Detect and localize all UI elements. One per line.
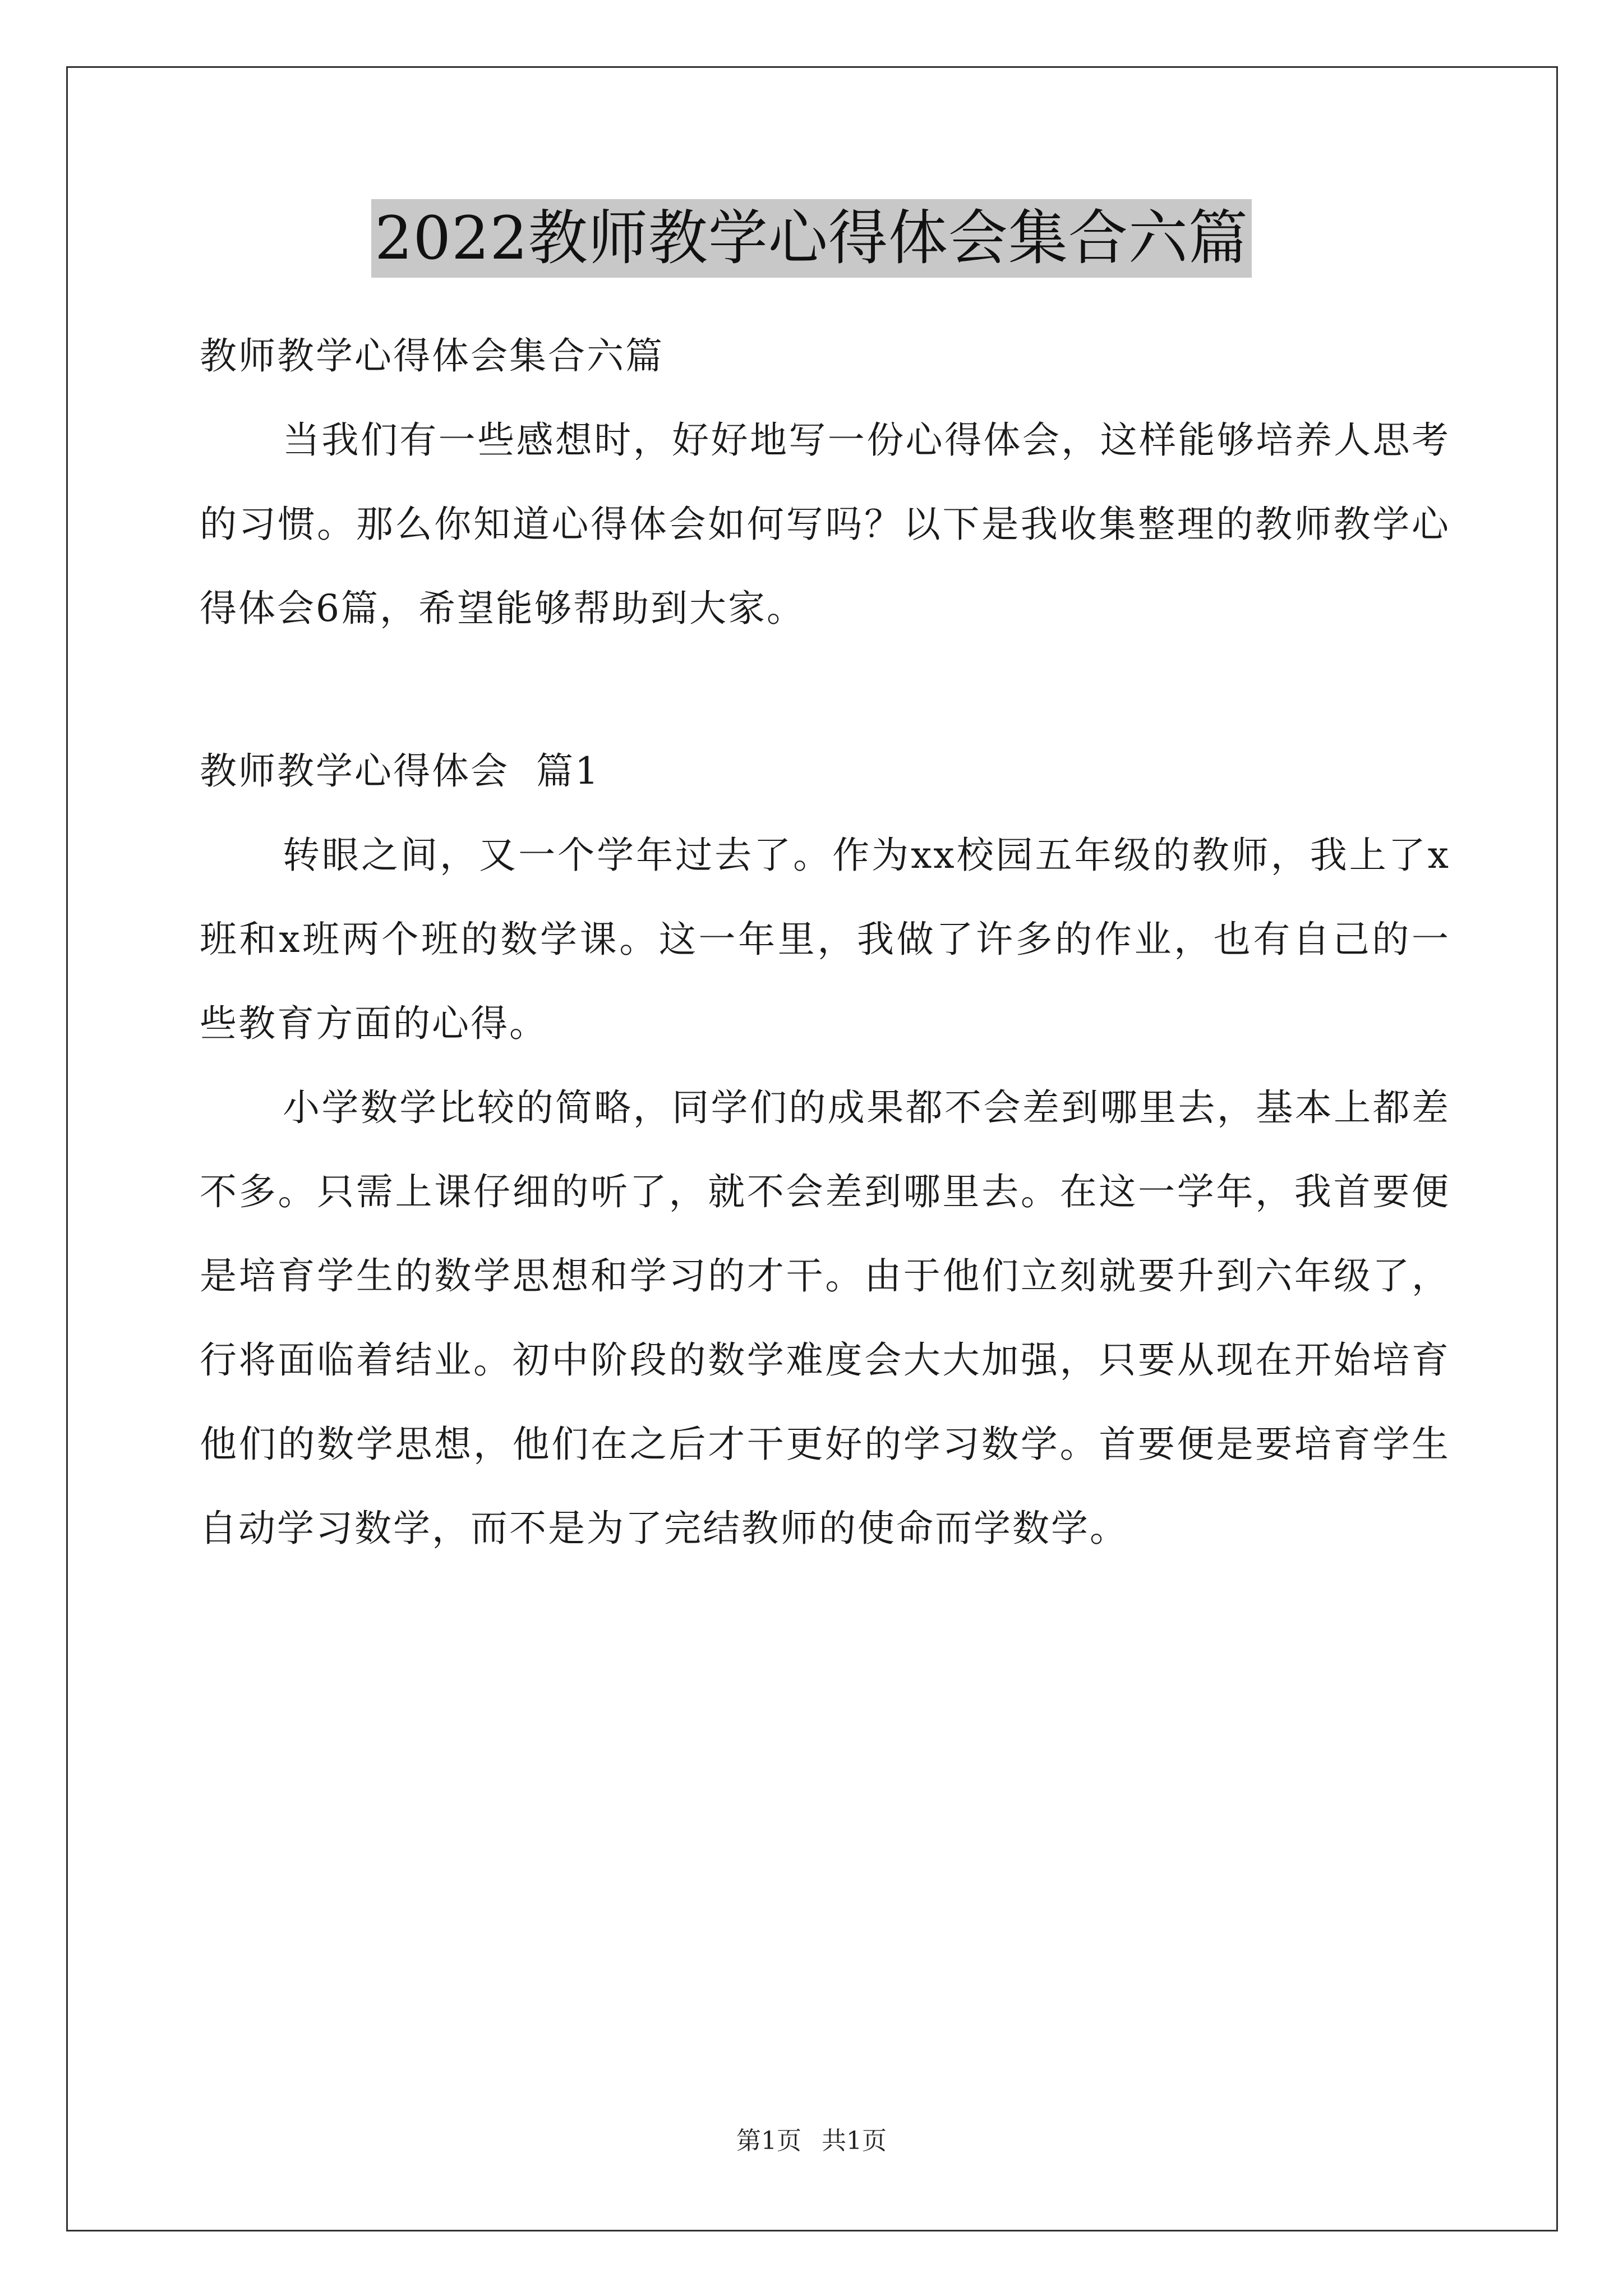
page-number-current: 第1页 bbox=[736, 2127, 801, 2155]
body-paragraph-1: 转眼之间，又一个学年过去了。作为xx校园五年级的教师，我上了x班和x班两个班的数学课。这一年里，我做了许多的作业，也有自己的一些教育方面的心得。 bbox=[200, 834, 1450, 1045]
section-heading: 教师教学心得体会 篇1 bbox=[200, 749, 600, 793]
intro-paragraph: 当我们有一些感想时，好好地写一份心得体会，这样能够培养人思考的习惯。那么你知道心得体会如何写吗？以下是我收集整理的教师教学心得体会6篇，希望能够帮助到大家。 bbox=[200, 418, 1450, 630]
page-footer bbox=[0, 2120, 1623, 2156]
section-spacer bbox=[200, 651, 1450, 729]
title-container bbox=[0, 199, 1623, 278]
document-title: 2022教师教学心得体会集合六篇 bbox=[371, 199, 1252, 278]
document-body bbox=[200, 314, 1450, 1571]
body-paragraph-2: 小学数学比较的简略，同学们的成果都不会差到哪里去，基本上都差不多。只需上课仔细的听了，就不会差到哪里去。在这一学年，我首要便是培育学生的数学思想和学习的才干。由于他们立刻就要升到六年级了，行将面临着结业。初中阶段的数学难度会大大加强，只要从现在开始培育他们的数学思想，他们在之后才干更好的学习数学。首要便是要培育学生自动学习数学，而不是为了完结教师的使命而学数学。 bbox=[200, 1086, 1450, 1550]
page-number-total: 共1页 bbox=[822, 2127, 887, 2155]
document-subtitle: 教师教学心得体会集合六篇 bbox=[200, 334, 664, 378]
